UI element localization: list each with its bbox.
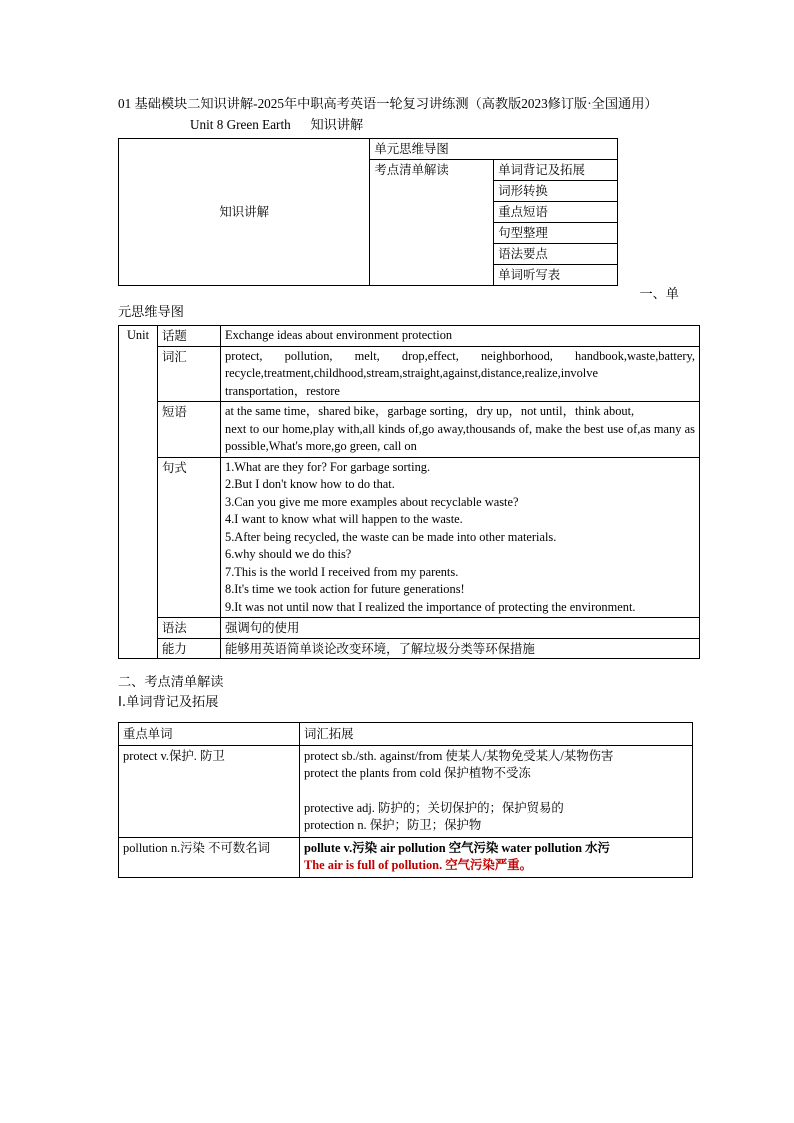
outline-item-0: 单词背记及拓展 [494, 160, 618, 181]
mindmap-value-grammar: 强调句的使用 [221, 618, 700, 639]
mindmap-key-vocab: 词汇 [158, 346, 221, 402]
sentence-5: 5.After being recycled, the waste can be made into other materials. [225, 529, 557, 544]
vocab-word-pollution: pollution n.污染 不可数名词 [119, 837, 300, 877]
outline-checklist-cell: 考点清单解读 [370, 160, 494, 286]
section-one-heading-part1: 一、单 [639, 287, 679, 302]
outline-row-label: 知识讲解 [119, 139, 370, 286]
document-content [118, 94, 695, 878]
vocab-header-word: 重点单词 [119, 723, 300, 746]
table-header-row [119, 723, 693, 746]
vocab-expansion-line: protection n. 保护；防卫；保护物 [304, 818, 482, 832]
mindmap-value-vocab [221, 346, 700, 402]
outline-item-3: 句型整理 [494, 223, 618, 244]
sentence-4: 4.I want to know what will happen to the waste. [225, 512, 463, 526]
table-row [119, 326, 700, 347]
section-one-heading-part2: 元思维导图 [118, 305, 184, 320]
sentence-7: 7.This is the world I received from my parents. [225, 564, 459, 579]
table-row [119, 346, 700, 402]
unit-subtitle: Unit 8 Green Earth 知识讲解 [190, 117, 364, 132]
table-row [119, 837, 693, 877]
outline-item-1: 词形转换 [494, 181, 618, 202]
vocabulary-table [118, 722, 693, 878]
table-row [119, 638, 700, 659]
mindmap-vocab-line-0: protect, pollution, melt, drop,effect, neighborhood, handbook,waste,battery, recycle,treatment,childhood,stream,straight,against,distance,realize,involve [225, 348, 695, 380]
mindmap-key-phrases: 短语 [158, 402, 221, 458]
table-row [119, 745, 693, 837]
sentence-9: 9.It was not until now that I realized the importance of protecting the environment. [225, 599, 636, 614]
mindmap-value-sentences [221, 457, 700, 618]
outline-mindmap-cell: 单元思维导图 [370, 139, 618, 160]
mindmap-value-phrases [221, 402, 700, 458]
unit-mindmap-table [118, 325, 700, 659]
mindmap-phrase-line-0: at the same time，shared bike，garbage sorting，dry up，not until，think about, [225, 404, 635, 418]
vocab-expansion-line: pollute v.污染 air pollution 空气污染 water pollution 水污 [304, 840, 610, 855]
table-row [119, 402, 700, 458]
outline-item-5: 单词听写表 [494, 265, 618, 286]
vocab-expansion-protect [300, 745, 693, 837]
mindmap-key-topic: 话题 [158, 326, 221, 347]
mindmap-key-sentences: 句式 [158, 457, 221, 618]
section-two-subheading: I.单词背记及拓展 [118, 695, 219, 710]
vocab-expansion-line: protect sb./sth. against/from 使某人/某物免受某人/某物伤害 [304, 748, 614, 763]
mindmap-unit-label: Unit [119, 326, 158, 659]
page-title: 01 基础模块二知识讲解-2025年中职高考英语一轮复习讲练测（高教版2023修订版·全国通用） [118, 96, 658, 111]
table-row [119, 139, 618, 160]
sentence-2: 2.But I don't know how to do that. [225, 477, 395, 491]
vocab-expansion-line: protect the plants from cold 保护植物不受冻 [304, 766, 531, 780]
mindmap-phrase-line-1: next to our home,play with,all kinds of,go away,thousands of, make the best use of,as many as possible,What's more,go green, call on [225, 421, 695, 453]
table-row [119, 618, 700, 639]
vocab-expansion-pollution [300, 837, 693, 877]
sentence-8: 8.It's time we took action for future generations! [225, 582, 465, 596]
sentence-3: 3.Can you give me more examples about recyclable waste? [225, 494, 519, 509]
vocab-expansion-spacer [304, 783, 688, 800]
knowledge-outline-table [118, 138, 618, 286]
outline-item-4: 语法要点 [494, 244, 618, 265]
sentence-6: 6.why should we do this? [225, 547, 352, 561]
sentence-1: 1.What are they for? For garbage sorting. [225, 459, 431, 474]
outline-item-2: 重点短语 [494, 202, 618, 223]
vocab-example-sentence: The air is full of pollution. 空气污染严重。 [304, 858, 532, 872]
mindmap-value-topic: Exchange ideas about environment protection [221, 326, 700, 347]
table-row [119, 457, 700, 618]
mindmap-vocab-line-1: transportation，restore [225, 383, 340, 398]
section-two-heading: 二、考点清单解读 [118, 675, 224, 690]
mindmap-value-ability: 能够用英语简单谈论改变环境，了解垃圾分类等环保措施 [221, 638, 700, 659]
mindmap-key-ability: 能力 [158, 638, 221, 659]
vocab-expansion-line: protective adj. 防护的；关切保护的；保护贸易的 [304, 800, 564, 815]
vocab-header-expansion: 词汇拓展 [300, 723, 693, 746]
vocab-word-protect: protect v.保护. 防卫 [119, 745, 300, 837]
mindmap-key-grammar: 语法 [158, 618, 221, 639]
